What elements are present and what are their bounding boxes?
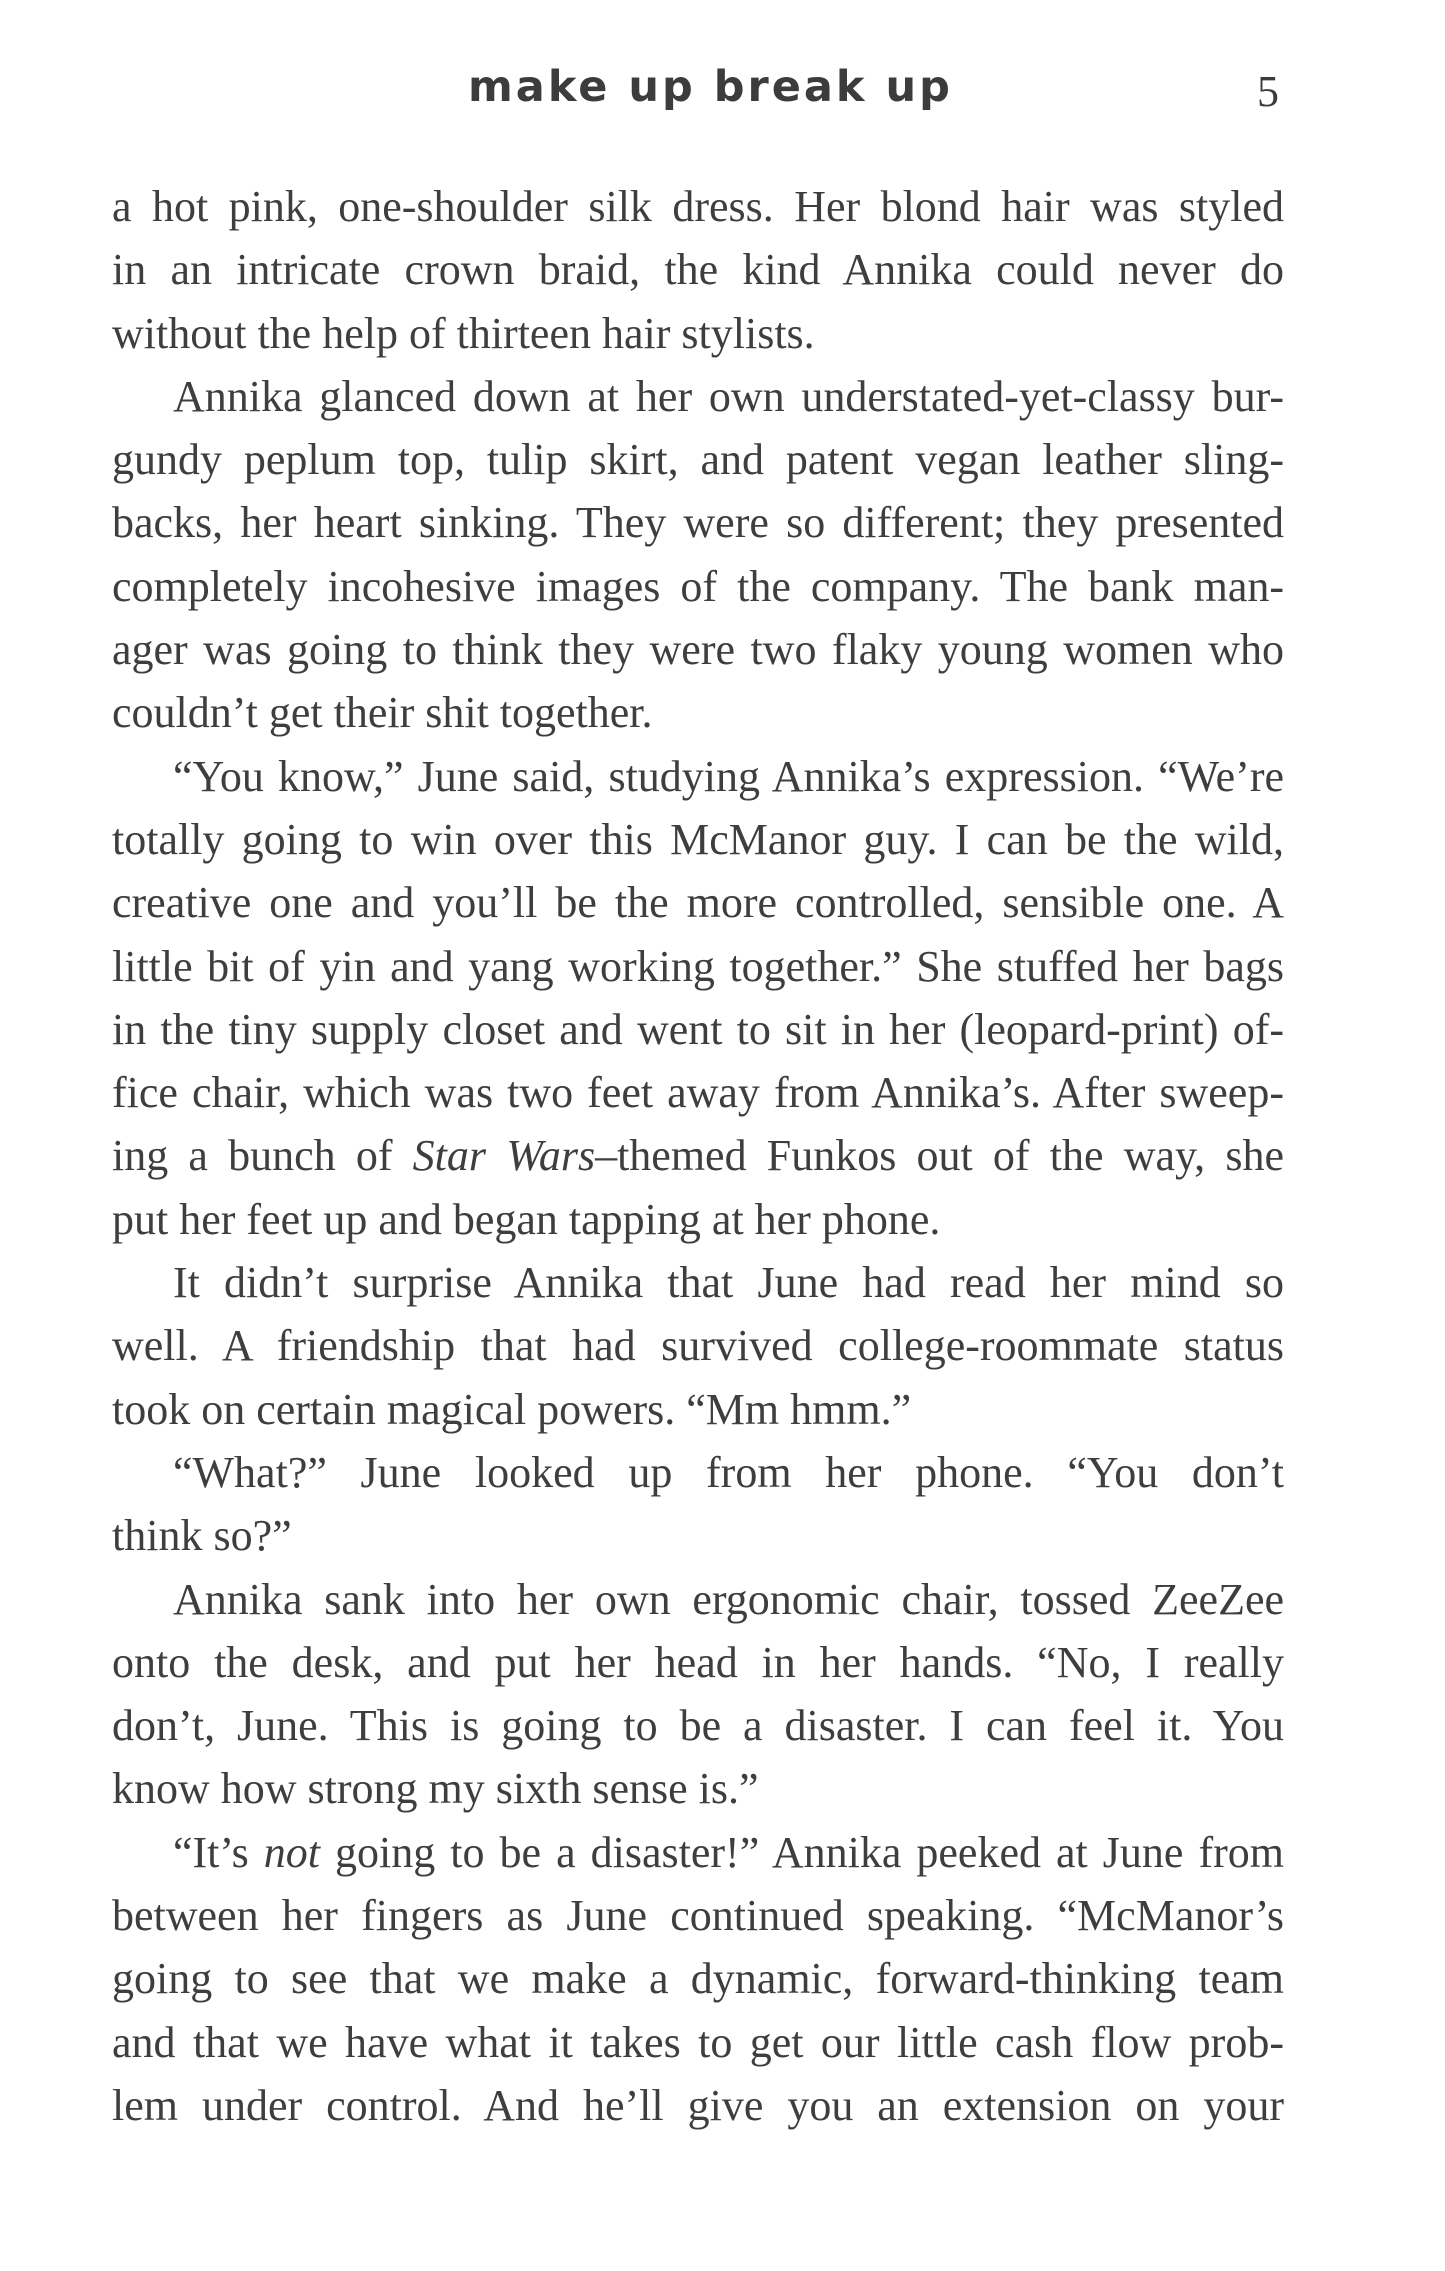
text-line: lem under control. And he’ll give you an extension on your (112, 2080, 1284, 2130)
text-line: gundy peplum top, tulip skirt, and patent vegan leather sling- (112, 435, 1284, 485)
text-line: and that we have what it takes to get our little cash flow prob- (112, 2017, 1284, 2067)
text-line: don’t, June. This is going to be a disaster. I can feel it. You (112, 1701, 1284, 1751)
text-line: without the help of thirteen hair stylists. (112, 308, 815, 358)
text-line: Annika glanced down at her own understated-yet-classy bur- (173, 371, 1284, 421)
page-number: 5 (1257, 67, 1279, 116)
paragraph (112, 365, 1284, 745)
text-line: couldn’t get their shit together. (112, 688, 653, 738)
text-line: “What?” June looked up from her phone. “You don’t (173, 1447, 1284, 1497)
running-title: make up break up (468, 62, 953, 112)
paragraph (112, 175, 1284, 365)
text-line: fice chair, which was two feet away from Annika’s. After sweep- (112, 1068, 1284, 1118)
text-line: completely incohesive images of the company. The bank man- (112, 561, 1284, 611)
running-head (0, 62, 1445, 122)
text-line: in the tiny supply closet and went to sit in her (leopard-print) of- (112, 1004, 1284, 1054)
text-line: between her fingers as June continued speaking. “McManor’s (112, 1891, 1284, 1941)
paragraph (112, 745, 1284, 1251)
text-line: totally going to win over this McManor guy. I can be the wild, (112, 814, 1284, 864)
text-line: well. A friendship that had survived college-roommate status (112, 1321, 1284, 1371)
text-line: little bit of yin and yang working together.” She stuffed her bags (112, 941, 1284, 991)
text-line: onto the desk, and put her head in her hands. “No, I really (112, 1637, 1284, 1687)
text-line: know how strong my sixth sense is.” (112, 1764, 759, 1814)
body-text (112, 175, 1284, 2137)
paragraph (112, 1251, 1284, 1441)
text-line: put her feet up and began tapping at her phone. (112, 1194, 941, 1244)
text-line: Annika sank into her own ergonomic chair, tossed ZeeZee (173, 1574, 1284, 1624)
paragraph (112, 1568, 1284, 1821)
text-line: “It’s not going to be a disaster!” Annika peeked at June from (173, 1827, 1284, 1877)
text-line: going to see that we make a dynamic, forward-thinking team (112, 1954, 1284, 2004)
paragraph (112, 1821, 1284, 2137)
text-line: in an intricate crown braid, the kind Annika could never do (112, 245, 1284, 295)
paragraph (112, 1441, 1284, 1568)
text-line: creative one and you’ll be the more controlled, sensible one. A (112, 878, 1284, 928)
text-line: It didn’t surprise Annika that June had read her mind so (173, 1258, 1284, 1308)
text-line: think so?” (112, 1511, 292, 1561)
text-line: ager was going to think they were two flaky young women who (112, 625, 1284, 675)
text-line: ing a bunch of Star Wars–themed Funkos out of the way, she (112, 1131, 1284, 1181)
text-line: a hot pink, one-shoulder silk dress. Her blond hair was styled (112, 182, 1284, 231)
text-line: backs, her heart sinking. They were so different; they presented (112, 498, 1284, 548)
text-line: took on certain magical powers. “Mm hmm.” (112, 1384, 912, 1434)
text-line: “You know,” June said, studying Annika’s expression. “We’re (173, 751, 1284, 801)
